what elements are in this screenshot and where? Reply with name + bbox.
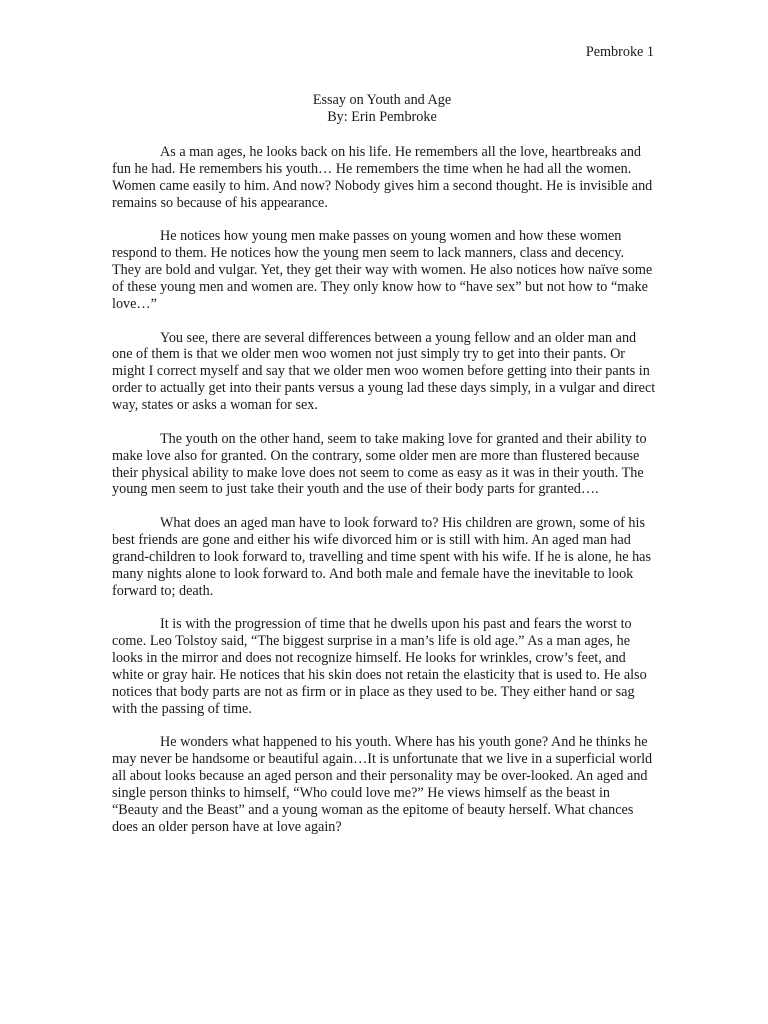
paragraph-4: The youth on the other hand, seem to take making love for granted and their ability to make love also for granted. On the contrary, some older men are more than flustered because their physical ability to make love does not seem to come as easy as it was in their youth. The young men seem to just take their youth and the use of their body parts for granted….: [112, 430, 647, 498]
paragraph-6: It is with the progression of time that he dwells upon his past and fears the worst to come. Leo Tolstoy said, “The biggest surprise in a man’s life is old age.” As a man ages, he looks in the mirror and does not recognize himself. He looks for wrinkles, crow’s feet, and white or gray hair. He notices that his skin does not retain the elasticity that is used to. He also notices that body parts are not as firm or in place as they used to be. They either hand or sag with the passing of time.: [112, 616, 647, 717]
essay-body: [112, 144, 656, 853]
paragraph-1: As a man ages, he looks back on his life. He remembers all the love, heartbreaks and fun he had. He remembers his youth… He remembers the time when he had all the women. Women came easily to him. And now? Nobody gives him a second thought. He is invisible and remains so because of his appearance.: [112, 144, 653, 211]
paragraph-7: He wonders what happened to his youth. Where has his youth gone? And he thinks he may never be handsome or beautiful again…It is unfortunate that we live in a superficial world all about looks because an aged person and their personality may be over-looked. An aged and single person thinks to himself, “Who could love me?” He views himself as the beast in “Beauty and the Beast” and a young woman as the epitome of beauty herself. What chances does an older person have at love again?: [112, 734, 653, 835]
paragraph-3: You see, there are several differences between a young fellow and an older man and one of them is that we older men woo women not just simply try to get into their pants. Or might I correct myself and say that we older men woo women before getting into their pants in order to actually get into their pants versus a young lad these days simply, in a vulgar and direct way, states or asks a woman for sex.: [112, 329, 656, 413]
paragraph-2: He notices how young men make passes on young women and how these women respond to them. He notices how the young men seem to lack manners, class and decency. They are bold and vulgar. Yet, they get their way with women. He also notices how naïve some of these young men and women are. They only know how to “have sex” but not how to “make love…”: [112, 228, 653, 312]
paragraph-5: What does an aged man have to look forward to? His children are grown, some of his best friends are gone and either his wife divorced him or is still with him. An aged man had grand-children to look forward to, travelling and time spent with his wife. If he is alone, he has many nights alone to look forward to. And both male and female have the inevitable to look forward to; death.: [112, 515, 651, 599]
essay-byline: By: Erin Pembroke: [327, 109, 437, 125]
title-block: [112, 92, 652, 126]
essay-title: Essay on Youth and Age: [312, 92, 452, 108]
running-header: Pembroke 1: [585, 44, 654, 60]
